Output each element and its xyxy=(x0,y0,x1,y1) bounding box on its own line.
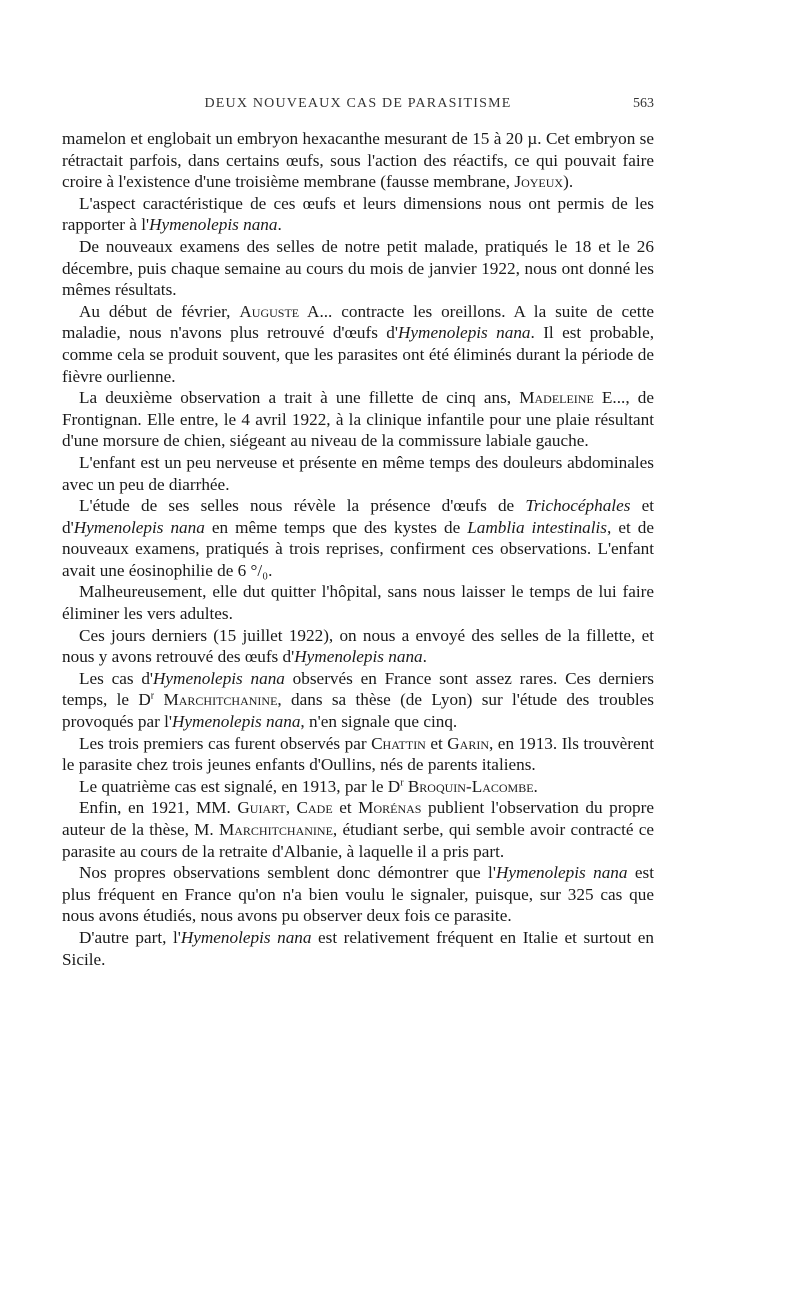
species-name: Hymenolepis nana xyxy=(398,323,531,343)
page-header xyxy=(62,96,654,120)
author-name: Broquin-Lacombe xyxy=(407,776,534,796)
author-name: Garin xyxy=(447,733,490,753)
text-run: . xyxy=(422,647,427,667)
species-name: Hymenolepis nana xyxy=(495,863,628,883)
text-run: et d' xyxy=(62,496,654,537)
text-run: L'enfant est un peu nerveuse et présente en même temps des douleurs abdominales avec un peu de diarrhée. xyxy=(62,452,654,494)
body-text xyxy=(62,128,654,970)
text-run: Enfin, en 1921, MM. xyxy=(79,798,238,818)
paragraph-14 xyxy=(62,862,654,927)
text-run: Les trois premiers cas furent observés par xyxy=(79,733,372,753)
text-run: Nos propres observations semblent donc démontrer que l' xyxy=(79,863,496,883)
paragraph-6 xyxy=(62,452,654,495)
text-run: Au début de février, xyxy=(79,301,240,321)
text-run: , et de nouveaux examens, pratiqués à trois reprises, confirment ces observations. L'enfant avait une éosinophilie de 6 °/₀. xyxy=(62,517,654,580)
paragraph-1 xyxy=(62,128,654,193)
text-run: est plus fréquent en France qu'on n'a bien voulu le signaler, puisque, sur 325 cas que nous avons étudiés, nous avons pu observer deux fois ce parasite. xyxy=(62,863,655,926)
doctor-superscript: r xyxy=(150,690,155,702)
page-number: 563 xyxy=(633,96,654,111)
text-run: en même temps que des kystes de xyxy=(204,517,468,537)
text-run: est relativement fréquent en Italie et surtout en Sicile. xyxy=(62,927,655,969)
author-name: Joyeux xyxy=(514,172,564,192)
patient-name: Auguste A... xyxy=(239,301,333,321)
text-run: et xyxy=(332,798,359,818)
author-name: Guiart xyxy=(237,798,286,818)
paragraph-11 xyxy=(62,733,654,776)
text-run: La deuxième observation a trait à une fillette de cinq ans, xyxy=(79,388,520,408)
text-run: Malheureusement, elle dut quitter l'hôpital, sans nous laisser le temps de lui faire éliminer les vers adultes. xyxy=(62,582,654,624)
author-name: Chattin xyxy=(371,733,426,753)
species-name: Lamblia intestinalis xyxy=(467,517,608,537)
paragraph-9 xyxy=(62,625,654,668)
paragraph-12 xyxy=(62,776,654,798)
text-run: , de Frontignan. Elle entre, le 4 avril 1922, à la clinique infantile pour une plaie résultant d'une morsure de chien, siégeant au niveau de la commissure labiale gauche. xyxy=(62,388,654,451)
author-name: Marchitchanine xyxy=(218,820,333,839)
paragraph-8 xyxy=(62,581,654,624)
text-run: , en 1913. Ils trouvèrent le parasite chez trois jeunes enfants d'Oullins, nés de parents italiens. xyxy=(62,733,655,775)
paragraph-5 xyxy=(62,387,654,452)
species-name: Hymenolepis nana xyxy=(153,668,285,688)
author-name: Marchitchanine xyxy=(163,690,278,710)
doctor-superscript: r xyxy=(400,777,404,789)
author-name: Morénas xyxy=(358,798,422,818)
text-run: L'étude de ses selles nous révèle la présence d'œufs de xyxy=(79,496,526,516)
paragraph-3 xyxy=(62,236,654,301)
text-run: Les cas d' xyxy=(79,668,154,688)
paragraph-15 xyxy=(62,927,654,970)
text-run: D'autre part, l' xyxy=(79,927,181,947)
species-name: Hymenolepis nana xyxy=(294,647,423,667)
text-run: contracte les oreillons. A la suite de cette maladie, nous n'avons plus retrouvé d'œufs d' xyxy=(62,301,654,343)
text-run: . xyxy=(277,215,282,235)
text-run: De nouveaux examens des selles de notre petit malade, pratiqués le 18 et le 26 décembre, puis chaque semaine au cours du mois de janvier 1922, nous ont donné les mêmes résultats. xyxy=(62,236,654,300)
text-run: Le quatrième cas est signalé, en 1913, par le D xyxy=(79,776,401,796)
species-name: Hymenolepis nana xyxy=(172,712,301,732)
text-run: publient l'observation du propre auteur de la thèse, M. xyxy=(62,798,655,839)
species-name: Hymenolepis nana xyxy=(180,927,312,947)
paragraph-2 xyxy=(62,193,654,236)
text-run: , dans sa thèse (de Lyon) sur l'étude des troubles provoqués par l' xyxy=(62,690,654,732)
text-run: , xyxy=(285,798,297,818)
text-run: Ces jours derniers (15 juillet 1922), on nous a envoyé des selles de la fillette, et nous y avons retrouvé des œufs d' xyxy=(62,625,654,667)
text-run: ). xyxy=(563,172,574,192)
paragraph-10 xyxy=(62,668,654,733)
paragraph-7 xyxy=(62,495,654,581)
text-run: , n'en signale que cinq. xyxy=(300,712,458,732)
text-run: observés en France sont assez rares. Ces derniers temps, le D xyxy=(62,668,654,710)
text-run: mamelon et englobait un embryon hexacanthe mesurant de 15 à 20 µ. Cet embryon se rétractait parfois, dans certains œufs, sous l'action des réactifs, ce qui pouvait faire croire à l'existence d'une troisième membrane (fausse membrane, xyxy=(62,129,654,192)
text-run: . xyxy=(533,776,538,796)
text-run: et xyxy=(425,733,448,753)
author-name: Cade xyxy=(296,798,333,818)
species-name: Hymenolepis nana xyxy=(73,517,205,537)
running-title: DEUX NOUVEAUX CAS DE PARASITISME xyxy=(204,96,512,111)
text-run: . Il est probable, comme cela se produit souvent, que les parasites ont été éliminés durant la période de fièvre ourlienne. xyxy=(62,323,654,386)
text-run: L'aspect caractéristique de ces œufs et leurs dimensions nous ont permis de les rapporter à l' xyxy=(62,193,654,235)
paragraph-4 xyxy=(62,301,654,387)
text-run: , étudiant serbe, qui semble avoir contracté ce parasite au cours de la retraite d'Albanie, à laquelle il a pris part. xyxy=(62,820,654,861)
paragraph-13 xyxy=(62,797,654,862)
species-name: Trichocéphales xyxy=(525,496,631,516)
species-name: Hymenolepis nana xyxy=(149,215,278,235)
patient-name: Madeleine E... xyxy=(519,388,626,408)
